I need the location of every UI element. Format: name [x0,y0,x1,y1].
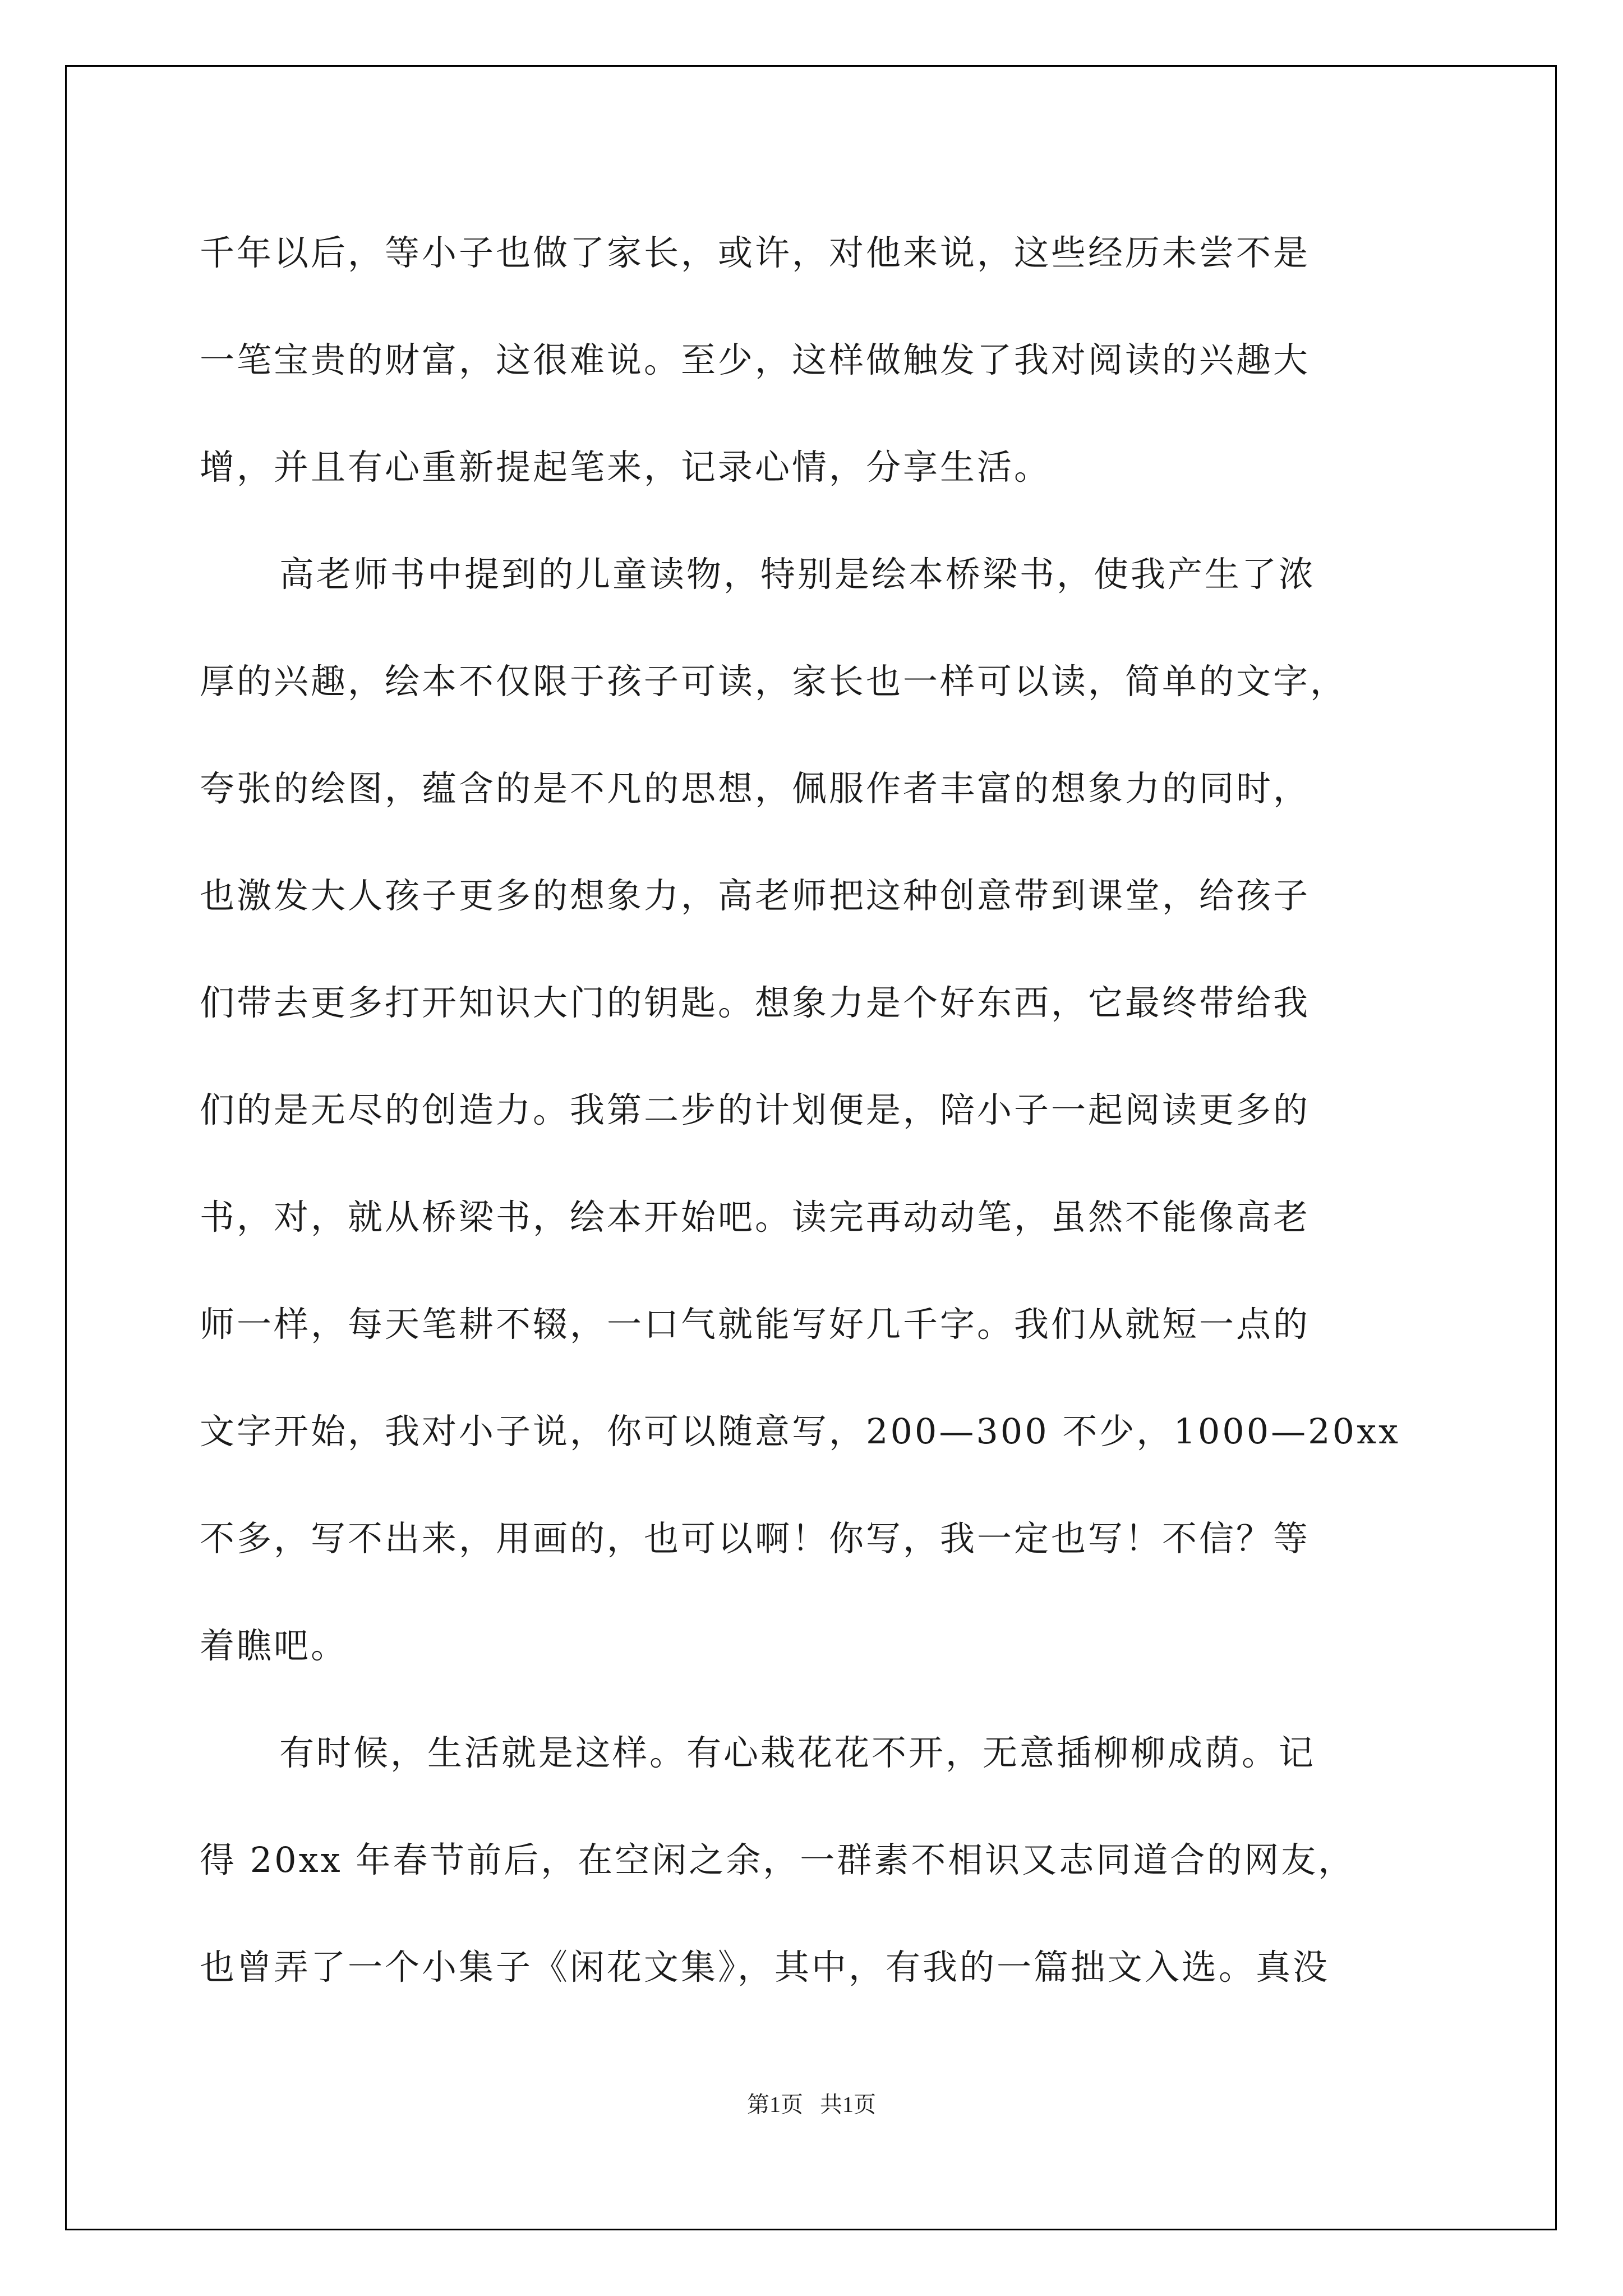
text-line: 师一样，每天笔耕不辍，一口气就能写好几千字。我们从就短一点的 [200,1304,1311,1345]
text-line: 一笔宝贵的财富，这很难说。至少，这样做触发了我对阅读的兴趣大 [200,339,1311,380]
text-line: 增，并且有心重新提起笔来，记录心情，分享生活。 [200,447,1052,487]
text-line: 书，对，就从桥梁书，绘本开始吧。读完再动动笔，虽然不能像高老 [200,1197,1311,1237]
text-line: 夸张的绘图，蕴含的是不凡的思想，佩服作者丰富的想象力的同时， [200,768,1311,809]
text-line: 不多，写不出来，用画的，也可以啊！你写，我一定也写！不信？等 [200,1518,1311,1559]
text-line: 千年以后，等小子也做了家长，或许，对他来说，这些经历未尝不是 [200,232,1311,273]
text-line: 们带去更多打开知识大门的钥匙。想象力是个好东西，它最终带给我 [200,982,1311,1023]
text-line: 也曾弄了一个小集子《闲花文集》，其中，有我的一篇拙文入选。真没 [200,1947,1330,1987]
text-line: 着瞧吧。 [200,1625,348,1666]
text-line: 们的是无尽的创造力。我第二步的计划便是，陪小子一起阅读更多的 [200,1089,1311,1130]
text-line: 厚的兴趣，绘本不仅限于孩子可读，家长也一样可以读，简单的文字， [200,661,1348,702]
text-line: 也激发大人孩子更多的想象力，高老师把这种创意带到课堂，给孩子 [200,875,1311,916]
text-line: 文字开始，我对小子说，你可以随意写，200—300 不少，1000—20xx [200,1411,1400,1452]
text-line: 得 20xx 年春节前后，在空闲之余，一群素不相识又志同道合的网友， [200,1839,1355,1880]
text-line: 有时候，生活就是这样。有心栽花花不开，无意插柳柳成荫。记 [279,1732,1316,1773]
document-body [200,199,1428,2021]
page-footer: 第1页 共1页 [747,2092,876,2117]
text-line: 高老师书中提到的儿童读物，特别是绘本桥梁书，使我产生了浓 [279,554,1316,595]
